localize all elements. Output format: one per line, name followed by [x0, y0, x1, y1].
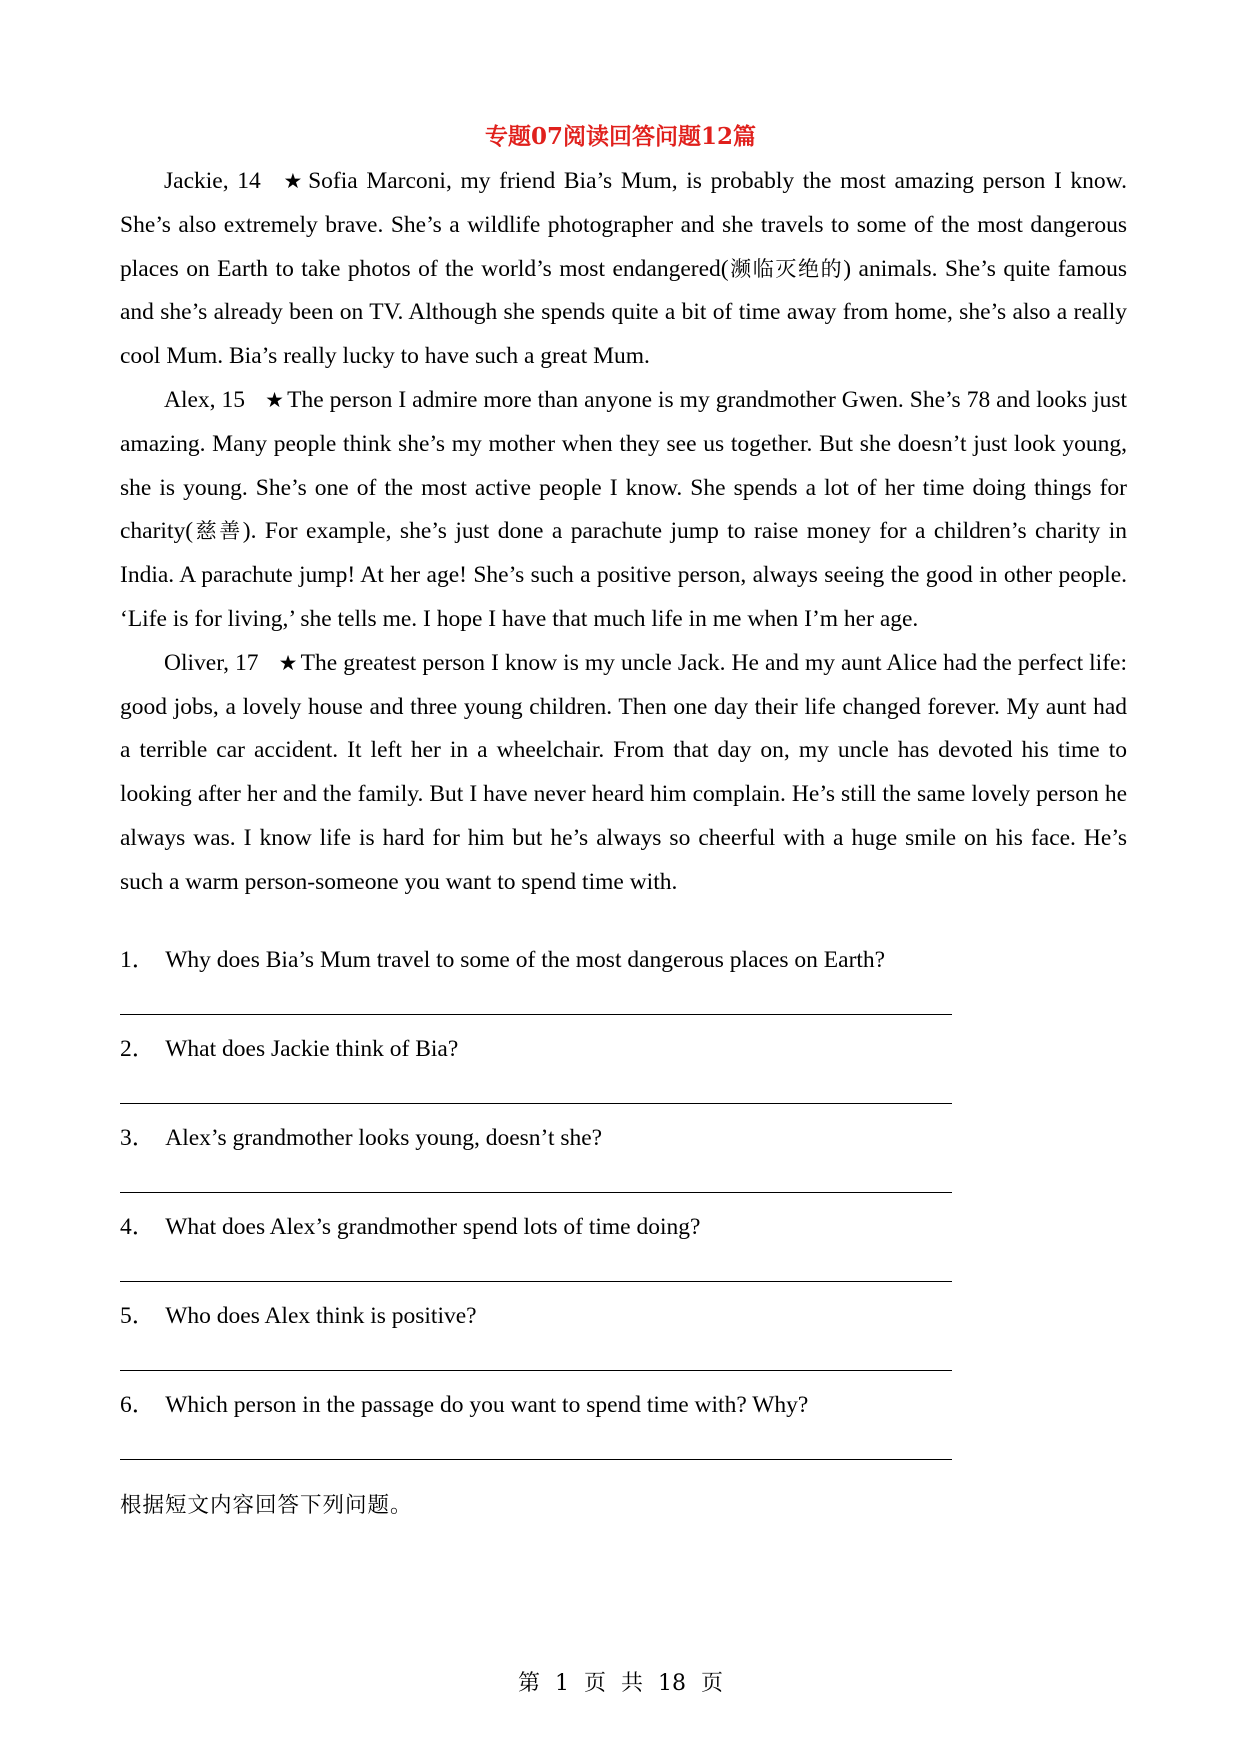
question-item — [120, 1390, 1127, 1479]
question-number: 4． — [120, 1214, 156, 1240]
total-pages: 18 — [658, 1671, 686, 1696]
star-icon: ★ — [265, 387, 285, 412]
star-icon: ★ — [280, 169, 306, 193]
paragraph-jackie — [120, 160, 1127, 379]
question-item — [120, 1123, 1127, 1212]
question-text — [120, 1390, 808, 1420]
paragraph-oliver — [120, 642, 1127, 905]
question-number: 1． — [120, 947, 156, 973]
footer-prefix: 第 — [517, 1671, 540, 1696]
question-text — [120, 1212, 700, 1242]
question-body: Why does Bia’s Mum travel to some of the most dangerous places on Earth? — [165, 947, 886, 973]
question-number: 5． — [120, 1303, 156, 1329]
question-body: Which person in the passage do you want to spend time with? Why? — [165, 1392, 809, 1418]
question-number: 3． — [120, 1125, 156, 1151]
paragraph-text: ) animals. She’s quite famous and she’s already been on TV. Although she spends quite a bit of time away from home, she’s also a really cool Mum. Bia’s really lucky to have such a great Mum. — [120, 255, 1128, 370]
question-text — [120, 945, 885, 975]
question-item — [120, 1212, 1127, 1301]
paragraph-text: Sofia Marconi, my friend Bia’s Mum, is probably the most amazing person I know. She’s also extremely brave. She’s a wildlife photographer and she travels to some of the most dangerous places on Earth to take photos of the world’s most endangered( — [120, 168, 1128, 282]
speaker-label: Alex, 15 — [164, 386, 246, 413]
question-body: What does Jackie think of Bia? — [165, 1036, 459, 1062]
answer-line[interactable] — [120, 1370, 952, 1371]
page-title: 专题07阅读回答问题12篇 — [484, 123, 756, 150]
question-number: 6． — [120, 1392, 156, 1418]
answer-line[interactable] — [120, 1103, 952, 1104]
question-number: 2． — [120, 1036, 156, 1062]
question-body: What does Alex’s grandmother spend lots of time doing? — [165, 1214, 701, 1240]
question-text — [120, 1301, 477, 1331]
chinese-gloss: 慈善 — [193, 519, 243, 544]
question-item — [120, 945, 1127, 1034]
paragraph-text: The greatest person I know is my uncle Jack. He and my aunt Alice had the perfect life: good jobs, a lovely house and three young children. Then one day their life changed forever. My aunt had a terrible car accident. It left her in a wheelchair. From that day on, my uncle has devoted his time to looking after her and the family. But I have never heard him complain. He’s still the same lovely person he always was. I know life is hard for him but he’s always so cheerful with a huge smile on his face. He’s such a warm person-someone you want to spend time with. — [120, 649, 1127, 895]
speaker-label: Oliver, 17 — [164, 649, 259, 676]
answer-line[interactable] — [120, 1281, 952, 1282]
speaker-label: Jackie, 14 — [164, 168, 261, 194]
question-text — [120, 1034, 458, 1064]
footer-middle: 页 共 — [584, 1671, 643, 1696]
answer-line[interactable] — [120, 1014, 952, 1015]
star-icon: ★ — [278, 650, 298, 675]
chinese-gloss: 濒临灭绝的 — [728, 256, 844, 281]
question-item — [120, 1301, 1127, 1390]
paragraph-text: The person I admire more than anyone is my grandmother Gwen. She’s 78 and looks just amazing. Many people think she’s my mother when they see us together. But she doesn’t just look young, she is young. She’s one of the most active people I know. She spends a lot of her time doing things for charity( — [120, 386, 1127, 545]
question-text — [120, 1123, 602, 1153]
page-number: 1 — [555, 1671, 569, 1696]
reading-passage — [120, 160, 1127, 905]
answer-line[interactable] — [120, 1459, 952, 1460]
question-item — [120, 1034, 1127, 1123]
question-list — [120, 945, 1127, 1479]
footer-suffix: 页 — [701, 1671, 724, 1696]
instruction-text: 根据短文内容回答下列问题。 — [120, 1493, 413, 1518]
question-body: Alex’s grandmother looks young, doesn’t she? — [165, 1125, 603, 1151]
page-footer — [0, 1666, 1241, 1697]
paragraph-alex — [120, 379, 1127, 642]
question-body: Who does Alex think is positive? — [165, 1303, 477, 1329]
paragraph-text: ). For example, she’s just done a parachute jump to raise money for a children’s charity in India. A parachute jump! At her age! She’s such a positive person, always seeing the good in other people. ‘Life is for living,’ she tells me. I hope I have that much life in me when I’m her age. — [120, 518, 1127, 632]
answer-line[interactable] — [120, 1192, 952, 1193]
